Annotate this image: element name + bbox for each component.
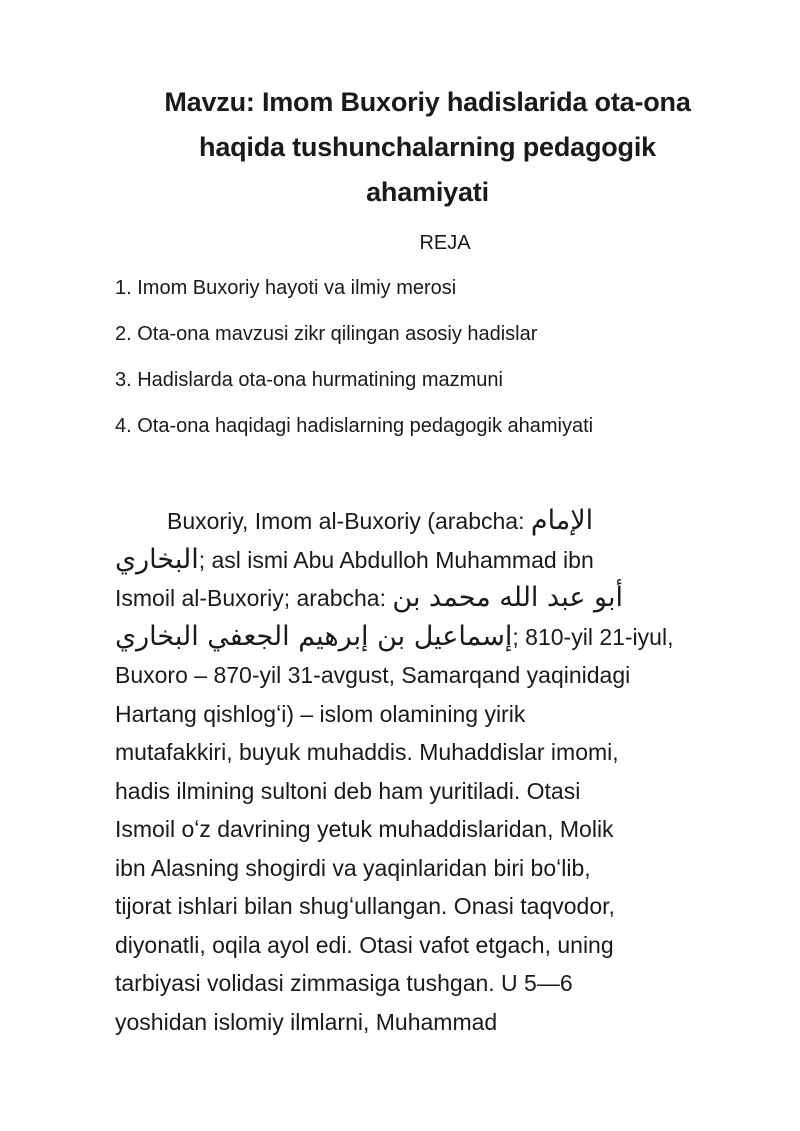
plan-item: 3. Hadislarda ota-ona hurmatining mazmuni xyxy=(115,369,503,391)
body-line: mutafakkiri, buyuk muhaddis. Muhaddislar imomi, xyxy=(115,739,619,765)
body-line: Hartang qishlogʻi) – islom olamining yirik xyxy=(115,700,526,727)
arabic-text: البخاري xyxy=(115,543,199,575)
body-text-segment: ; asl ismi Abu Abdulloh Muhammad ibn xyxy=(198,546,594,573)
body-line: tarbiyasi volidasi zimmasiga tushgan. U 5—6 xyxy=(115,970,573,996)
title-line: Mavzu: Imom Buxoriy hadislarida ota-ona xyxy=(164,87,691,117)
body-text-segment: ; 810-yil 21-iyul, xyxy=(512,623,674,650)
body-line xyxy=(115,541,755,580)
arabic-text: الإمام xyxy=(530,505,594,536)
plan-heading: REJA xyxy=(419,232,471,254)
body-paragraph xyxy=(115,502,755,1041)
body-line: Ismoil oʻz davrining yetuk muhaddislaridan, Molik xyxy=(115,816,614,842)
plan-list xyxy=(115,274,593,458)
body-line: ibn Alasning shogirdi va yaqinlaridan biri boʻlib, xyxy=(115,854,591,881)
body-line: tijorat ishlari bilan shugʻullangan. Onasi taqvodor, xyxy=(115,893,615,919)
body-line: Buxoro – 870-yil 31-avgust, Samarqand yaqinidagi xyxy=(115,662,631,688)
title-line: haqida tushunchalarning pedagogik xyxy=(199,132,656,162)
body-line xyxy=(115,618,755,657)
document-title xyxy=(115,80,740,215)
body-line: diyonatli, oqila ayol edi. Otasi vafot etgach, uning xyxy=(115,931,614,958)
body-line xyxy=(115,579,755,618)
plan-item: 4. Ota-ona haqidagi hadislarning pedagogik ahamiyati xyxy=(115,415,594,437)
arabic-text: إسماعيل بن إبرهيم الجعفي البخاري xyxy=(115,620,513,652)
body-line xyxy=(115,502,755,541)
plan-item: 2. Ota-ona mavzusi zikr qilingan asosiy hadislar xyxy=(115,323,538,345)
body-line: hadis ilmining sultoni deb ham yuritiladi. Otasi xyxy=(115,777,581,804)
plan-item: 1. Imom Buxoriy hayoti va ilmiy merosi xyxy=(115,277,457,299)
body-text-segment: Buxoriy, Imom al-Buxoriy (arabcha: xyxy=(167,508,531,534)
body-line: yoshidan islomiy ilmlarni, Muhammad xyxy=(115,1008,498,1035)
title-line: ahamiyati xyxy=(366,177,489,207)
arabic-text: أبو عبد الله محمد بن xyxy=(392,582,623,613)
body-text-segment: Ismoil al-Buxoriy; arabcha: xyxy=(115,585,393,611)
